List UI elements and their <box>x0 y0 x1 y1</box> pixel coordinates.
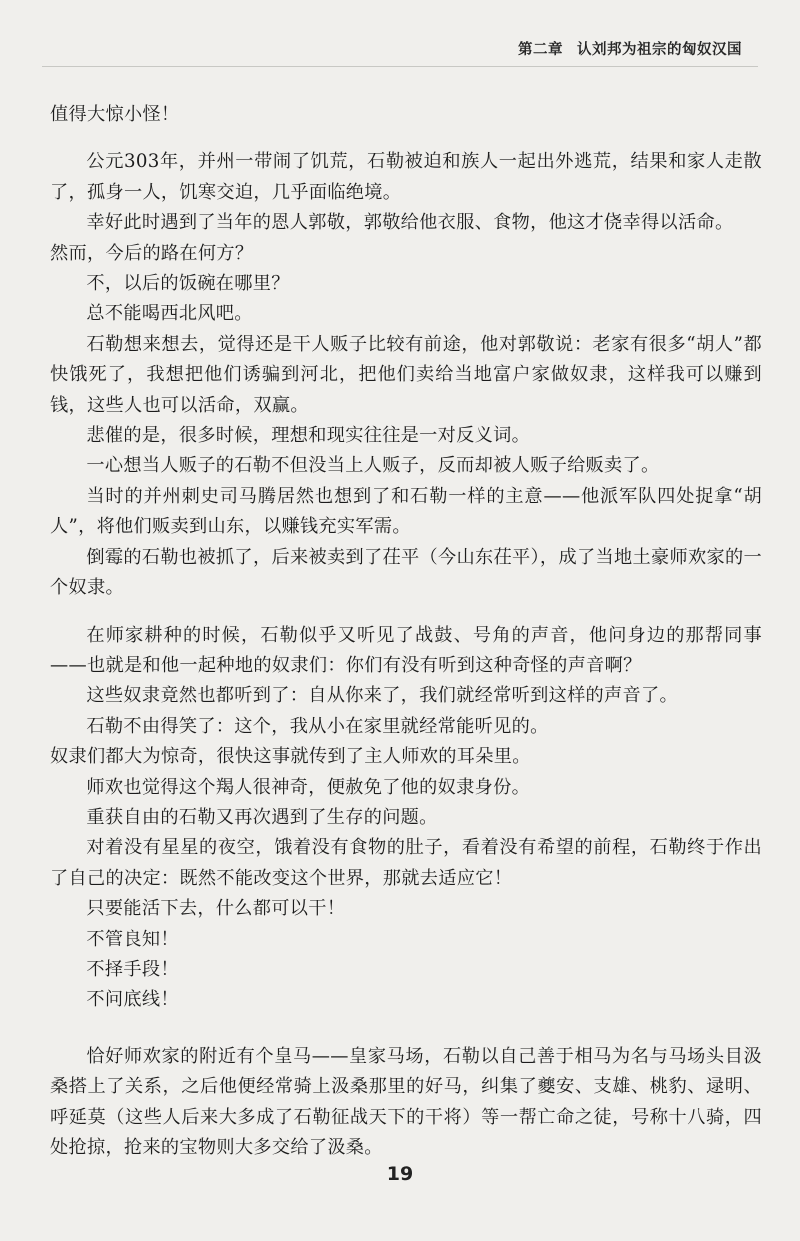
page-number: 19 <box>386 1163 414 1185</box>
paragraph: 不管良知！ <box>86 928 179 950</box>
paragraph: 倒霉的石勒也被抓了，后来被卖到了茌平（今山东茌平），成了当地土豪师欢家的一个奴隶。 <box>50 546 762 599</box>
paragraph: 不，以后的饭碗在哪里？ <box>86 273 290 295</box>
paragraph: 公元303年，并州一带闹了饥荒，石勒被迫和族人一起出外逃荒，结果和家人走散了，孤身一人，饥寒交迫，几乎面临绝境。 <box>50 151 762 203</box>
running-header <box>518 38 742 59</box>
paragraph: 奴隶们都大为惊奇，很快这事就传到了主人师欢的耳朵里。 <box>50 746 531 768</box>
paragraph: 恰好师欢家的附近有个皇马——皇家马场，石勒以自己善于相马为名与马场头目汲桑搭上了关系，之后他便经常骑上汲桑那里的好马，纠集了夔安、支雄、桃豹、逯明、呼延莫（这些人后来大多成了石勒征战天下的干将）等一帮亡命之徒，号称十八骑，四处抢掠，抢来的宝物则大多交给了汲桑。 <box>50 1045 762 1158</box>
paragraph: 总不能喝西北风吧。 <box>86 303 253 325</box>
body-text <box>50 100 762 1163</box>
paragraph: 悲催的是，很多时候，理想和现实往往是一对反义词。 <box>86 425 531 447</box>
paragraph: 只要能活下去，什么都可以干！ <box>86 898 346 920</box>
paragraph: 重获自由的石勒又再次遇到了生存的问题。 <box>86 806 438 828</box>
chapter-title: 认刘邦为祖宗的匈奴汉国 <box>577 42 742 58</box>
paragraph: 不问底线！ <box>86 989 179 1011</box>
paragraph: 当时的并州刺史司马腾居然也想到了和石勒一样的主意——他派军队四处捉拿“胡人”，将他们贩卖到山东，以赚钱充实军需。 <box>50 485 762 538</box>
paragraph: 一心想当人贩子的石勒不但没当上人贩子，反而却被人贩子给贩卖了。 <box>86 455 660 477</box>
paragraph: 不择手段！ <box>86 958 179 980</box>
paragraph: 对着没有星星的夜空，饿着没有食物的肚子，看着没有希望的前程，石勒终于作出了自己的决定：既然不能改变这个世界，那就去适应它！ <box>50 837 762 889</box>
paragraph: 石勒想来想去，觉得还是干人贩子比较有前途，他对郭敬说：老家有很多“胡人”都快饿死了，我想把他们诱骗到河北，把他们卖给当地富户家做奴隶，这样我可以赚到钱，这些人也可以活命，双赢。 <box>50 333 762 416</box>
header-divider <box>42 66 758 67</box>
paragraph: 幸好此时遇到了当年的恩人郭敬，郭敬给他衣服、食物，他这才侥幸得以活命。 <box>86 212 734 234</box>
paragraph: 在师家耕种的时候，石勒似乎又听见了战鼓、号角的声音，他问身边的那帮同事——也就是和他一起种地的奴隶们：你们有没有听到这种奇怪的声音啊？ <box>50 624 762 676</box>
paragraph: 石勒不由得笑了：这个，我从小在家里就经常能听见的。 <box>86 715 549 737</box>
paragraph: 值得大惊小怪！ <box>50 104 180 125</box>
chapter-label: 第二章 <box>518 42 563 58</box>
paragraph: 然而，今后的路在何方？ <box>50 242 254 264</box>
paragraph: 师欢也觉得这个羯人很神奇，便赦免了他的奴隶身份。 <box>86 776 531 798</box>
paragraph: 这些奴隶竟然也都听到了：自从你来了，我们就经常听到这样的声音了。 <box>86 685 678 707</box>
